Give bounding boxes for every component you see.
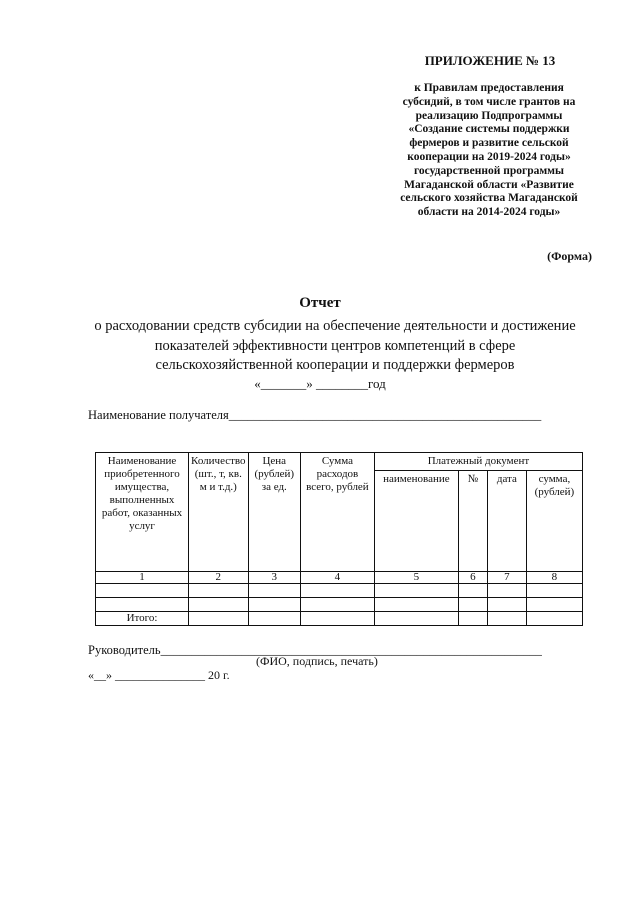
table-cell[interactable] [526,598,582,612]
table-total-row [96,612,583,626]
table-cell[interactable] [300,584,374,598]
table-cell[interactable] [458,612,487,626]
appendix-line: к Правилам предоставления [414,82,564,94]
table-cell[interactable] [458,598,487,612]
subtitle-line: сельскохозяйственной кооперации и поддержки фермеров [155,357,515,373]
table-cell[interactable] [189,598,249,612]
table-cell[interactable] [248,612,300,626]
appendix-reference [370,82,608,220]
total-label: Итого: [96,612,189,626]
column-number: 6 [458,572,487,584]
recipient-name-field[interactable]: Наименование получателя__________________________________________________ [88,408,542,422]
header-item-name: Наименование приобретенного имущества, выполненных работ, оказанных услуг [96,453,189,572]
table-cell[interactable] [300,598,374,612]
table-cell[interactable] [248,584,300,598]
header-price: Цена (рублей) за ед. [248,453,300,572]
appendix-line: государственной программы [414,164,564,177]
table-cell[interactable] [189,584,249,598]
appendix-number: ПРИЛОЖЕНИЕ № 13 [424,53,556,68]
column-number: 7 [487,572,526,584]
column-number: 5 [374,572,458,584]
appendix-line: Магаданской области «Развитие [404,178,574,191]
table-cell[interactable] [189,612,249,626]
table-cell[interactable] [487,598,526,612]
signature-date-field[interactable]: «__» _______________ 20 г. [88,668,230,682]
report-period-field[interactable]: «_______» ________год [254,376,386,391]
table-cell[interactable] [300,612,374,626]
appendix-line: кооперации на 2019-2024 годы» [407,150,571,163]
table-cell[interactable] [526,612,582,626]
header-payment-document: Платежный документ [374,453,582,471]
table-cell[interactable] [487,584,526,598]
appendix-line: фермеров и развитие сельской [409,137,569,150]
table-cell[interactable] [374,598,458,612]
header-document-sum: сумма, (рублей) [526,471,582,572]
appendix-line: «Создание системы поддержки [408,123,570,136]
manager-signature-field[interactable]: Руководитель_____________________________________________________________ [88,643,542,657]
column-number: 4 [300,572,374,584]
header-quantity: Количество (шт., т, кв. м и т.д.) [189,453,249,572]
report-title: Отчет [299,295,341,311]
column-numbers-row [96,572,583,584]
column-number: 8 [526,572,582,584]
header-total-sum: Сумма расходов всего, рублей [300,453,374,572]
subtitle-line: о расходовании средств субсидии на обеспечение деятельности и достижение [94,318,576,334]
table-cell[interactable] [526,584,582,598]
expenses-table [95,452,583,626]
table-cell[interactable] [458,584,487,598]
table-cell[interactable] [487,612,526,626]
table-row [96,584,583,598]
table-cell[interactable] [248,598,300,612]
table-header-row [96,453,583,471]
column-number: 2 [189,572,249,584]
appendix-line: реализацию Подпрограммы [415,109,563,122]
table-cell[interactable] [374,584,458,598]
appendix-line: области на 2014-2024 годы» [417,206,561,219]
appendix-line: сельского хозяйства Магаданской [400,192,578,205]
column-number: 3 [248,572,300,584]
table-cell[interactable] [96,598,189,612]
column-number: 1 [96,572,189,584]
header-document-name: наименование [374,471,458,572]
header-document-number: № [458,471,487,572]
table-row [96,598,583,612]
table-cell[interactable] [96,584,189,598]
table-cell[interactable] [374,612,458,626]
manager-signature-hint: (ФИО, подпись, печать) [256,654,378,668]
header-document-date: дата [487,471,526,572]
appendix-line: субсидий, в том числе грантов на [402,95,576,108]
report-subtitle [70,317,600,376]
subtitle-line: показателей эффективности центров компетенций в сфере [154,337,516,354]
form-label: (Форма) [547,249,592,263]
